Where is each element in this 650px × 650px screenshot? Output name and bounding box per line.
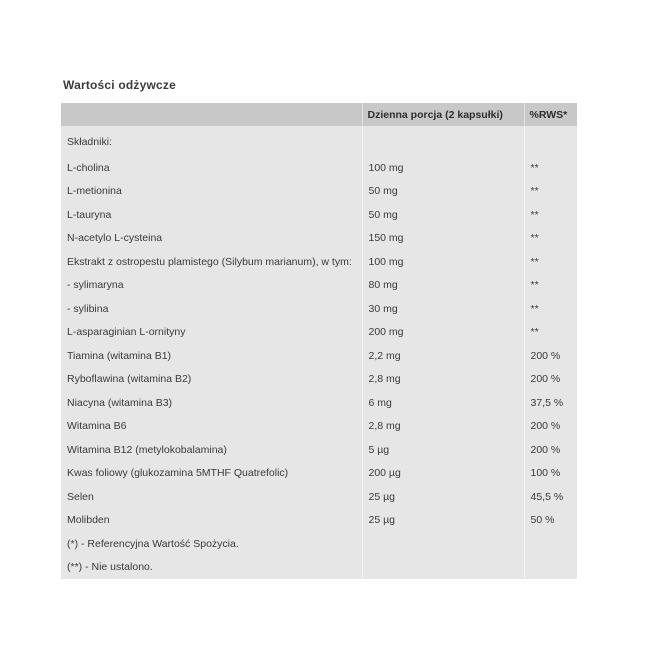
dose-cell: 100 mg: [362, 250, 524, 274]
table-body: [61, 126, 577, 579]
table-row: [61, 485, 577, 509]
table-row: [61, 180, 577, 204]
section-title: Wartości odżywcze: [63, 78, 176, 92]
ingredient-cell: L-asparaginian L-ornityny: [61, 321, 362, 345]
rws-cell: [524, 126, 577, 156]
rws-cell: 200 %: [524, 344, 577, 368]
rws-cell: 50 %: [524, 509, 577, 533]
ingredient-cell: Tiamina (witamina B1): [61, 344, 362, 368]
table-row: [61, 532, 577, 556]
table-row: [61, 203, 577, 227]
ingredient-cell: Witamina B12 (metylokobalamina): [61, 438, 362, 462]
rws-cell: 100 %: [524, 462, 577, 486]
table-row: [61, 438, 577, 462]
table-row: [61, 156, 577, 180]
table-header-row: [61, 103, 577, 126]
rws-cell: **: [524, 180, 577, 204]
ingredient-cell: (*) - Referencyjna Wartość Spożycia.: [61, 532, 362, 556]
dose-cell: 200 mg: [362, 321, 524, 345]
table-row: [61, 321, 577, 345]
table-row: [61, 250, 577, 274]
dose-cell: 2,8 mg: [362, 368, 524, 392]
dose-cell: 50 mg: [362, 203, 524, 227]
dose-cell: 25 µg: [362, 509, 524, 533]
ingredient-cell: N-acetylo L-cysteina: [61, 227, 362, 251]
rws-cell: [524, 556, 577, 580]
table-row: [61, 344, 577, 368]
dose-cell: 100 mg: [362, 156, 524, 180]
dose-cell: 150 mg: [362, 227, 524, 251]
dose-cell: 2,8 mg: [362, 415, 524, 439]
ingredient-cell: (**) - Nie ustalono.: [61, 556, 362, 580]
ingredient-cell: - sylibina: [61, 297, 362, 321]
ingredient-cell: L-metionina: [61, 180, 362, 204]
dose-cell: [362, 126, 524, 156]
rws-cell: **: [524, 321, 577, 345]
rws-cell: **: [524, 297, 577, 321]
dose-cell: 200 µg: [362, 462, 524, 486]
dose-cell: [362, 532, 524, 556]
dose-cell: 30 mg: [362, 297, 524, 321]
table-row: [61, 297, 577, 321]
dose-cell: 6 mg: [362, 391, 524, 415]
table-row: [61, 126, 577, 156]
ingredient-cell: L-tauryna: [61, 203, 362, 227]
ingredient-cell: Ryboflawina (witamina B2): [61, 368, 362, 392]
dose-cell: 2,2 mg: [362, 344, 524, 368]
table-row: [61, 274, 577, 298]
rws-cell: 200 %: [524, 438, 577, 462]
rws-cell: 200 %: [524, 415, 577, 439]
ingredient-cell: Niacyna (witamina B3): [61, 391, 362, 415]
rws-cell: **: [524, 203, 577, 227]
rws-cell: **: [524, 274, 577, 298]
table-row: [61, 556, 577, 580]
rws-cell: **: [524, 250, 577, 274]
nutrition-table: [61, 103, 577, 579]
table-row: [61, 415, 577, 439]
ingredient-cell: - sylimaryna: [61, 274, 362, 298]
rws-cell: 200 %: [524, 368, 577, 392]
table-row: [61, 227, 577, 251]
header-rws: %RWS*: [524, 103, 577, 126]
header-ingredient: [61, 103, 362, 126]
rws-cell: [524, 532, 577, 556]
ingredient-cell: Witamina B6: [61, 415, 362, 439]
table-row: [61, 462, 577, 486]
table-row: [61, 509, 577, 533]
rws-cell: 37,5 %: [524, 391, 577, 415]
dose-cell: 50 mg: [362, 180, 524, 204]
rws-cell: **: [524, 227, 577, 251]
rws-cell: 45,5 %: [524, 485, 577, 509]
dose-cell: 25 µg: [362, 485, 524, 509]
ingredient-cell: Selen: [61, 485, 362, 509]
ingredient-cell: Składniki:: [61, 126, 362, 156]
ingredient-cell: L-cholina: [61, 156, 362, 180]
dose-cell: [362, 556, 524, 580]
ingredient-cell: Molibden: [61, 509, 362, 533]
dose-cell: 80 mg: [362, 274, 524, 298]
ingredient-cell: Ekstrakt z ostropestu plamistego (Silybum marianum), w tym:: [61, 250, 362, 274]
table-row: [61, 368, 577, 392]
table-row: [61, 391, 577, 415]
dose-cell: 5 µg: [362, 438, 524, 462]
header-daily-dose: Dzienna porcja (2 kapsułki): [362, 103, 524, 126]
rws-cell: **: [524, 156, 577, 180]
ingredient-cell: Kwas foliowy (glukozamina 5MTHF Quatrefolic): [61, 462, 362, 486]
